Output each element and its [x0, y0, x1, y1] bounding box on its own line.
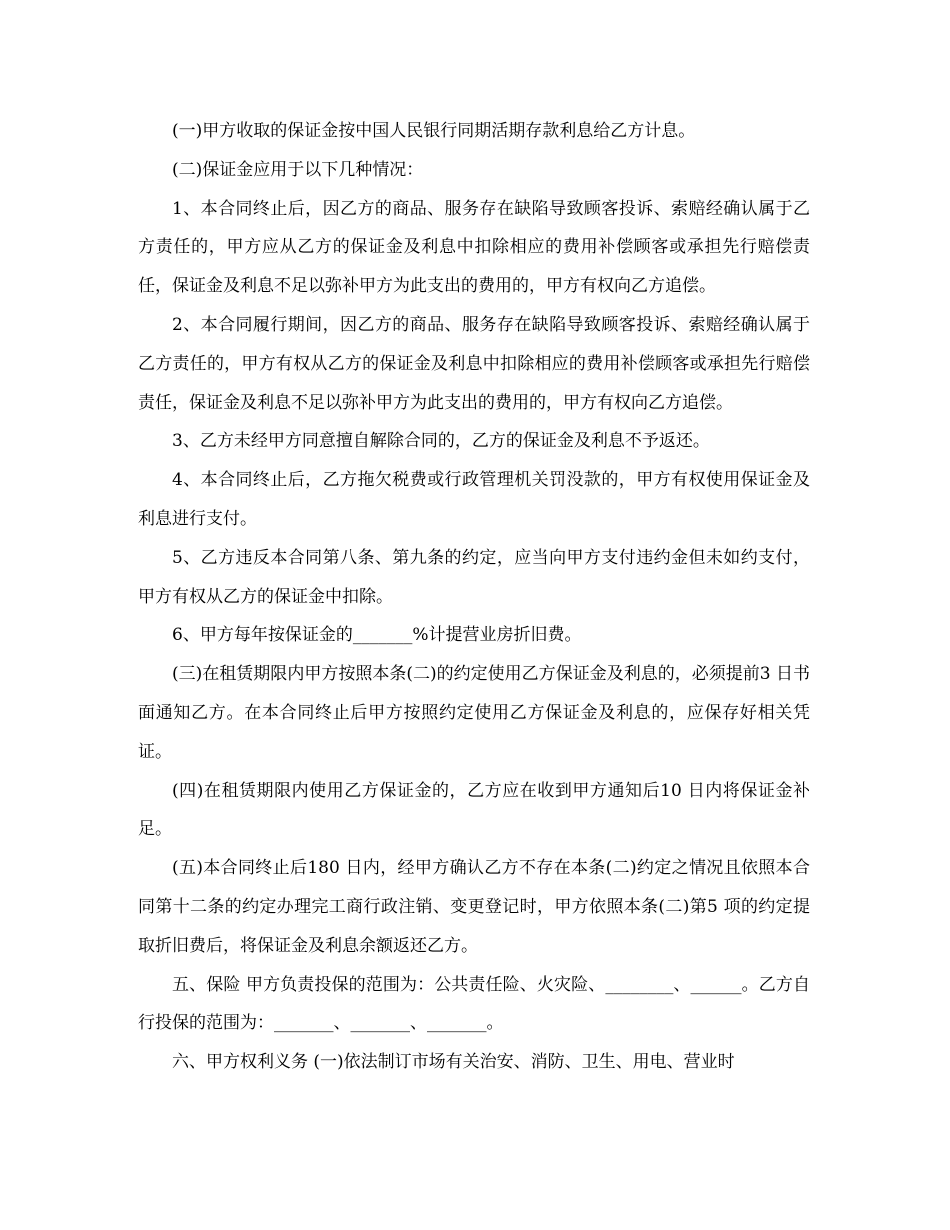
paragraph-clause-6: 6、甲方每年按保证金的_______%计提营业房折旧费。 [172, 625, 582, 646]
paragraph-section-5: (五)本合同终止后180 日内，经甲方确认乙方不存在本条(二)约定之情况且依照本合同第十二条的约定办理完工商行政注销、变更登记时，甲方依照本条(二)第5 项的约定提取折旧费后，将保证金及利息余额返还乙方。 [138, 858, 810, 956]
document-page [138, 112, 810, 1082]
paragraph-party-a-rights: 六、甲方权利义务 (一)依法制订市场有关治安、消防、卫生、用电、营业时 [172, 1052, 735, 1073]
paragraph-clause-1: 1、本合同终止后，因乙方的商品、服务存在缺陷导致顾客投诉、索赔经确认属于乙方责任的，甲方应从乙方的保证金及利息中扣除相应的费用补偿顾客或承担先行赔偿责任，保证金及利息不足以弥补甲方为此支出的费用的，甲方有权向乙方追偿。 [138, 198, 810, 297]
paragraph-clause-5: 5、乙方违反本合同第八条、第九条的约定，应当向甲方支付违约金但未如约支付，甲方有权从乙方的保证金中扣除。 [138, 547, 810, 607]
paragraph-clause-4: 4、本合同终止后，乙方拖欠税费或行政管理机关罚没款的，甲方有权使用保证金及利息进行支付。 [138, 470, 810, 529]
paragraph-interest: (一)甲方收取的保证金按中国人民银行同期活期存款利息给乙方计息。 [172, 121, 696, 141]
paragraph-section-3: (三)在租赁期限内甲方按照本条(二)的约定使用乙方保证金及利息的，必须提前3 日书面通知乙方。在本合同终止后甲方按照约定使用乙方保证金及利息的，应保存好相关凭证。 [138, 664, 810, 762]
paragraph-section-4: (四)在租赁期限内使用乙方保证金的，乙方应在收到甲方通知后10 日内将保证金补足。 [138, 780, 810, 840]
paragraph-insurance: 五、保险 甲方负责投保的范围为：公共责任险、火灾险、________、______。乙方自行投保的范围为：_______、_______、_______。 [138, 974, 810, 1034]
paragraph-deposit-uses: (二)保证金应用于以下几种情况： [172, 159, 424, 180]
paragraph-clause-2: 2、本合同履行期间，因乙方的商品、服务存在缺陷导致顾客投诉、索赔经确认属于乙方责任的，甲方有权从乙方的保证金及利息中扣除相应的费用补偿顾客或承担先行赔偿责任，保证金及利息不足以弥补甲方为此支出的费用的，甲方有权向乙方追偿。 [138, 314, 810, 413]
paragraph-clause-3: 3、乙方未经甲方同意擅自解除合同的，乙方的保证金及利息不予返还。 [172, 431, 710, 452]
